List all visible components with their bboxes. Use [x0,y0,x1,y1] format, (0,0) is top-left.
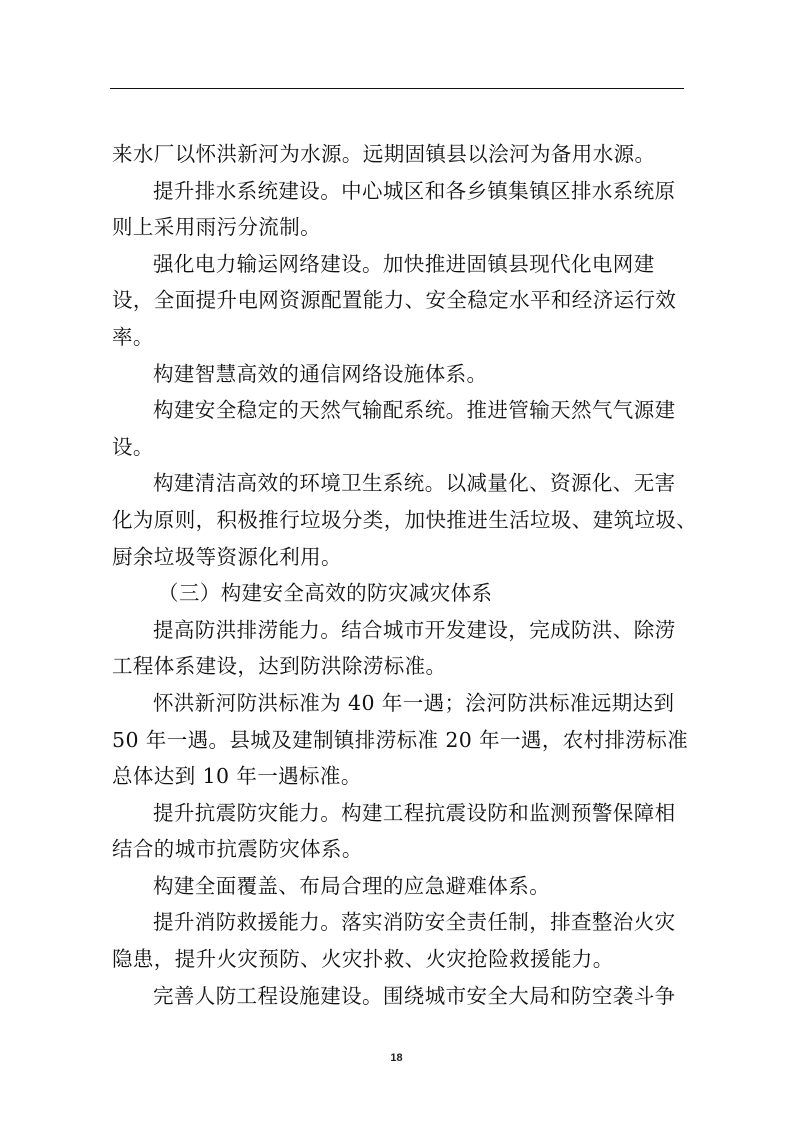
section-heading: （三）构建安全高效的防灾减灾体系 [158,581,493,606]
text-line: 构建安全稳定的天然气输配系统。推进管输天然气气源建 [153,398,676,423]
text-line: 提高防洪排涝能力。结合城市开发建设，完成防洪、除涝 [153,617,676,642]
text-line: 强化电力输运网络建设。加快推进固镇县现代化电网建 [153,251,655,276]
text-line: 构建智慧高效的通信网络设施体系。 [153,361,488,386]
text-line: 50 年一遇。县城及建制镇排涝标准 20 年一遇，农村排涝标准 [112,727,689,752]
text-line: 则上采用雨污分流制。 [112,215,321,240]
text-line: 完善人防工程设施建设。围绕城市安全大局和防空袭斗争 [153,983,676,1008]
text-line: 提升排水系统建设。中心城区和各乡镇集镇区排水系统原 [153,178,676,203]
text-line: 结合的城市抗震防灾体系。 [112,837,363,862]
text-line: 提升抗震防灾能力。构建工程抗震设防和监测预警保障相 [153,800,676,825]
text-line: 设，全面提升电网资源配置能力、安全稳定水平和经济运行效 [112,288,677,313]
text-line: 提升消防救援能力。落实消防安全责任制，排查整治火灾 [153,910,676,935]
document-body [112,136,698,1014]
text-line: 化为原则，积极推行垃圾分类，加快推进生活垃圾、建筑垃圾、 [112,507,698,532]
text-line: 率。 [112,324,154,349]
page-number: 18 [390,1052,403,1064]
text-line: 来水厂以怀洪新河为水源。远期固镇县以浍河为备用水源。 [112,142,656,166]
text-line: 构建清洁高效的环境卫生系统。以减量化、资源化、无害 [153,471,676,496]
header-rule [110,88,684,89]
text-line: 设。 [112,434,154,459]
text-line: 怀洪新河防洪标准为 40 年一遇；浍河防洪标准远期达到 [153,690,675,715]
text-line: 总体达到 10 年一遇标准。 [112,764,362,789]
text-line: 隐患，提升火灾预防、火灾扑救、火灾抢险救援能力。 [112,947,614,972]
text-line: 厨余垃圾等资源化利用。 [112,544,342,569]
text-line: 构建全面覆盖、布局合理的应急避难体系。 [153,873,551,898]
text-line: 工程体系建设，达到防洪除涝标准。 [112,654,447,679]
